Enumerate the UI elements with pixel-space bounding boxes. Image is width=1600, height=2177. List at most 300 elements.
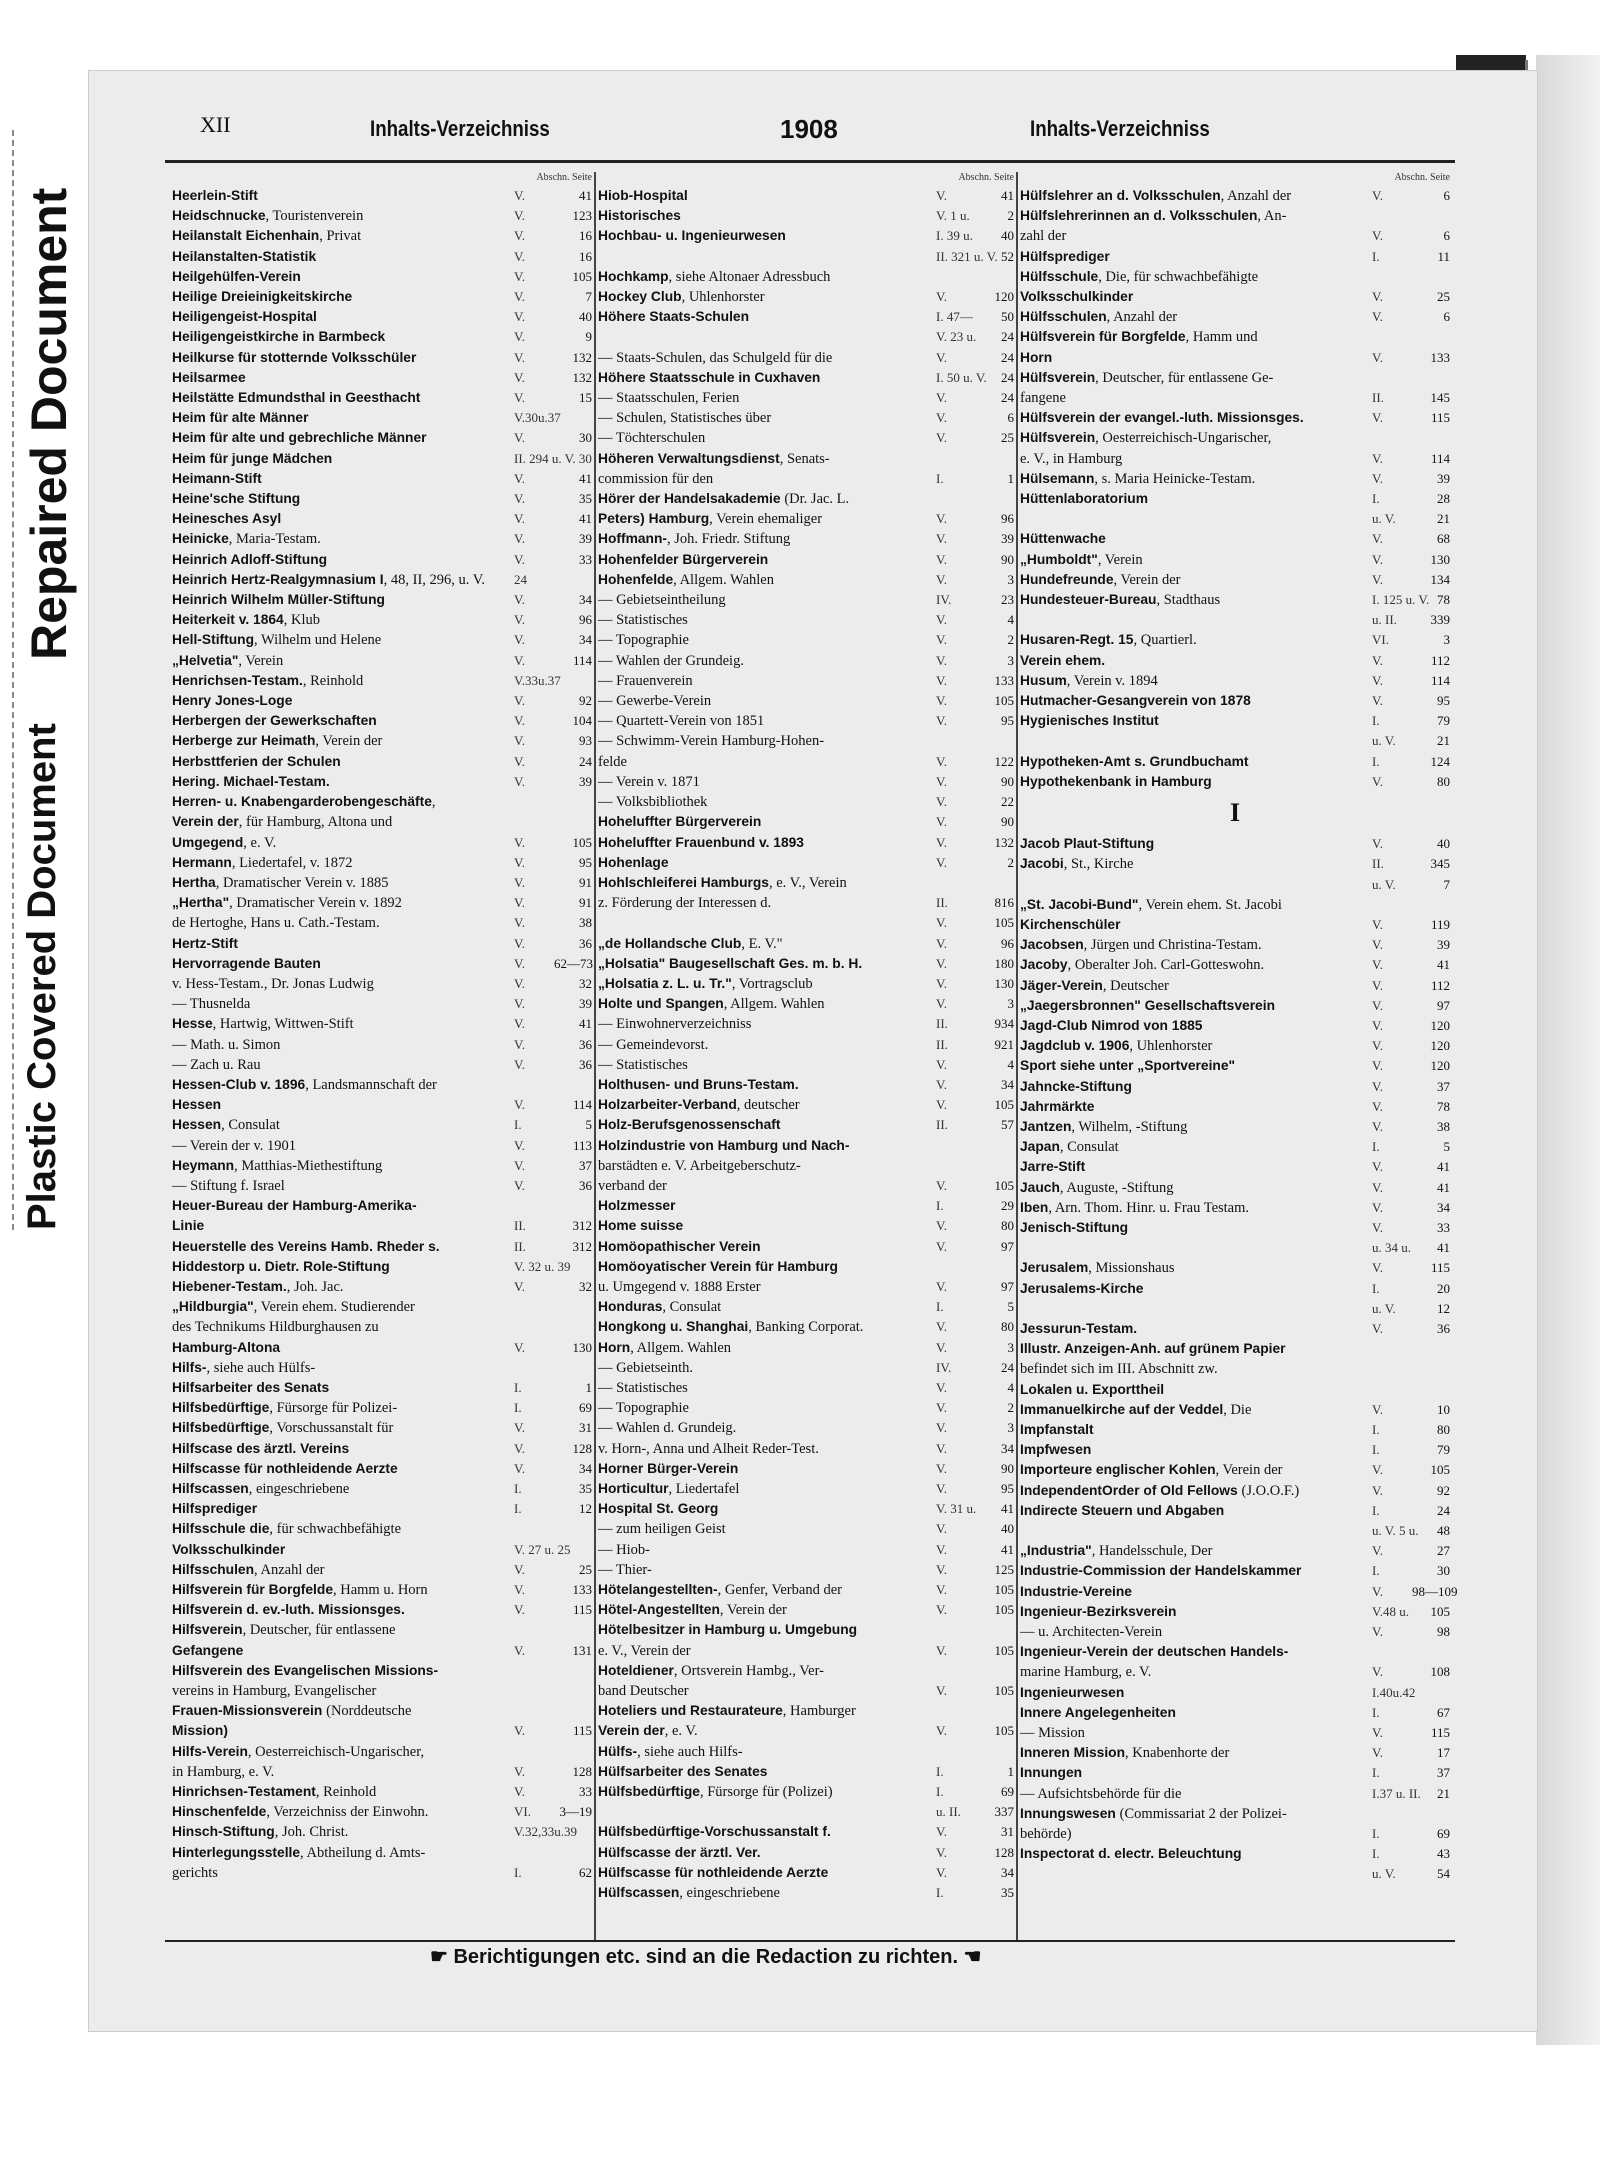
entry-section: V. bbox=[936, 996, 947, 1012]
entry-section: u. V. bbox=[1372, 733, 1396, 749]
index-entry bbox=[598, 1721, 1014, 1741]
entry-page: 24 bbox=[1001, 390, 1014, 406]
index-entry bbox=[598, 1196, 1014, 1216]
index-entry bbox=[1020, 408, 1450, 428]
entry-text: Heiligengeist-Hospital bbox=[172, 309, 317, 325]
entry-section: I. bbox=[1372, 1826, 1380, 1842]
entry-text: behörde) bbox=[1020, 1826, 1072, 1843]
entry-section: I. bbox=[514, 1864, 522, 1880]
entry-text: Holzindustrie von Hamburg und Nach- bbox=[598, 1137, 850, 1153]
entry-section: V. bbox=[514, 491, 525, 507]
entry-text: Inneren Mission, Knabenhorte der bbox=[1020, 1745, 1230, 1762]
entry-text: Hülfs-, siehe auch Hilfs- bbox=[598, 1743, 743, 1760]
entry-text: Hülfsverein, Deutscher, für entlassene Ge- bbox=[1020, 369, 1274, 386]
entry-page: 80 bbox=[1437, 1421, 1450, 1437]
index-entry bbox=[1020, 550, 1450, 570]
entry-text: — Einwohnerverzeichniss bbox=[598, 1016, 752, 1033]
footer-note: ☛ Berichtigungen etc. sind an die Redaction zu richten. ☚ bbox=[430, 1946, 982, 1968]
entry-text: — Zach u. Rau bbox=[172, 1056, 261, 1073]
entry-page: 21 bbox=[1437, 511, 1450, 527]
entry-text: Hinschenfelde, Verzeichniss der Einwohn. bbox=[172, 1804, 429, 1821]
index-entry bbox=[172, 1843, 592, 1863]
entry-page: 97 bbox=[1001, 1278, 1014, 1294]
index-entry bbox=[172, 327, 592, 347]
index-entry bbox=[172, 1600, 592, 1620]
entry-page: 97 bbox=[1437, 997, 1450, 1013]
entry-page: 24 bbox=[1001, 329, 1014, 345]
entry-section: V. bbox=[514, 228, 525, 244]
entry-text: v. Horn-, Anna und Alheit Reder-Test. bbox=[598, 1440, 819, 1457]
entry-page: 5 bbox=[585, 1117, 592, 1133]
entry-section: I. bbox=[1372, 1704, 1380, 1720]
entry-page: 69 bbox=[1437, 1826, 1450, 1842]
entry-text: Heymann, Matthias-Miethestiftung bbox=[172, 1157, 383, 1174]
entry-page: 105 bbox=[572, 834, 592, 850]
entry-section: V. 27 u. 25 bbox=[514, 1541, 571, 1557]
entry-text: de Hertoghe, Hans u. Cath.-Testam. bbox=[172, 915, 380, 932]
entry-section: I. bbox=[936, 1198, 944, 1214]
entry-text: Hülfscasse der ärztl. Ver. bbox=[598, 1844, 761, 1860]
entry-page: 131 bbox=[572, 1642, 592, 1658]
entry-section: V. bbox=[514, 248, 525, 264]
entry-text: „St. Jacobi-Bund", Verein ehem. St. Jacobi bbox=[1020, 896, 1282, 913]
entry-page: 96 bbox=[1001, 935, 1014, 951]
entry-section: V. bbox=[1372, 693, 1383, 709]
entry-text: Heinesches Asyl bbox=[172, 511, 282, 527]
entry-page: 33 bbox=[579, 1784, 592, 1800]
index-entry bbox=[1020, 1784, 1450, 1804]
entry-page: 90 bbox=[1001, 551, 1014, 567]
entry-section: 24 bbox=[514, 571, 527, 587]
index-entry bbox=[172, 1075, 592, 1095]
entry-section: V. bbox=[936, 1481, 947, 1496]
index-entry bbox=[1020, 1460, 1450, 1480]
index-entry bbox=[172, 1418, 592, 1438]
entry-text: Heilgehülfen-Verein bbox=[172, 268, 301, 284]
entry-section: V. bbox=[936, 430, 947, 446]
entry-page: 38 bbox=[1437, 1118, 1450, 1134]
index-entry bbox=[598, 1701, 1014, 1721]
entry-page: 921 bbox=[994, 1036, 1014, 1052]
entry-text: Innungswesen (Commissariat 2 der Polizei- bbox=[1020, 1805, 1287, 1822]
index-entry bbox=[1020, 651, 1450, 671]
index-entry bbox=[1020, 1359, 1450, 1379]
entry-section: V. bbox=[1372, 1098, 1383, 1114]
entry-page: 23 bbox=[1001, 592, 1014, 608]
entry-section: I. bbox=[936, 1885, 944, 1901]
entry-section: I. bbox=[1372, 1280, 1380, 1296]
entry-text: — Hiob- bbox=[598, 1541, 650, 1558]
entry-text: Jahrmärkte bbox=[1020, 1098, 1095, 1114]
index-entry bbox=[1020, 226, 1450, 246]
entry-page: 345 bbox=[1430, 856, 1450, 872]
index-entry bbox=[1020, 186, 1450, 206]
entry-text: Hoteldiener, Ortsverein Hambg., Ver- bbox=[598, 1662, 824, 1679]
entry-page: 33 bbox=[579, 551, 592, 567]
entry-page: 32 bbox=[579, 1278, 592, 1294]
entry-section: V. bbox=[1372, 997, 1383, 1013]
index-entry bbox=[1020, 1864, 1450, 1884]
entry-section: V. bbox=[936, 814, 947, 830]
index-entry bbox=[1020, 1178, 1450, 1198]
entry-page: 78 bbox=[1437, 592, 1450, 608]
entry-section: u. II. bbox=[1372, 612, 1397, 628]
section-letter: I bbox=[1229, 798, 1241, 828]
entry-text: — Verein v. 1871 bbox=[598, 773, 700, 790]
entry-text: Jahncke-Stiftung bbox=[1020, 1078, 1132, 1094]
entry-page: 16 bbox=[579, 228, 592, 244]
index-entry bbox=[172, 691, 592, 711]
index-entry bbox=[598, 1398, 1014, 1418]
entry-section: V. bbox=[514, 693, 525, 709]
entry-section: V. bbox=[936, 1460, 947, 1476]
index-entry bbox=[1020, 1662, 1450, 1682]
entry-page: 97 bbox=[1001, 1238, 1014, 1254]
index-entry bbox=[598, 853, 1014, 873]
entry-page: 105 bbox=[572, 268, 592, 284]
index-entry bbox=[1020, 287, 1450, 307]
index-entry bbox=[1020, 1218, 1450, 1238]
entry-text: Heinrich Hertz-Realgymnasium I, 48, II, 296, u. V. bbox=[172, 571, 485, 588]
entry-section: V. 23 u. bbox=[936, 329, 977, 345]
entry-section: V. bbox=[936, 693, 947, 709]
entry-section: V. bbox=[1372, 1159, 1383, 1175]
entry-section: V. bbox=[936, 1642, 947, 1658]
entry-page: 54 bbox=[1437, 1866, 1450, 1882]
entry-text: Heilsarmee bbox=[172, 369, 246, 385]
entry-page: 114 bbox=[1430, 672, 1450, 688]
entry-page: 31 bbox=[579, 1420, 592, 1436]
index-entry bbox=[1020, 1299, 1450, 1319]
index-entry bbox=[598, 610, 1014, 630]
index-entry bbox=[598, 469, 1014, 489]
entry-section: V. bbox=[1372, 916, 1383, 932]
entry-section: V. bbox=[1372, 410, 1383, 426]
entry-section: V. bbox=[1372, 1482, 1383, 1498]
entry-page: 115 bbox=[572, 1602, 592, 1618]
entry-text: — zum heiligen Geist bbox=[598, 1521, 726, 1538]
entry-section: V. bbox=[514, 1339, 525, 1355]
entry-text: Hessen-Club v. 1896, Landsmannschaft der bbox=[172, 1076, 437, 1093]
index-entry bbox=[1020, 1279, 1450, 1299]
entry-text: — Thusnelda bbox=[172, 996, 251, 1013]
index-entry bbox=[172, 671, 592, 691]
entry-page: 95 bbox=[1001, 1481, 1014, 1496]
entry-text: Hilfsprediger bbox=[172, 1501, 258, 1517]
page-header bbox=[200, 112, 1440, 152]
entry-section: I. 50 u. V. bbox=[936, 369, 987, 385]
entry-text: Heidschnucke, Touristenverein bbox=[172, 208, 364, 225]
entry-text: — Thier- bbox=[598, 1561, 652, 1578]
entry-text: Herbergen der Gewerkschaften bbox=[172, 713, 377, 729]
column-header: Abschn. Seite bbox=[958, 172, 1014, 183]
entry-text: Holz-Berufsgenossenschaft bbox=[598, 1117, 781, 1133]
index-entry bbox=[1020, 1036, 1450, 1056]
entry-section: V. bbox=[1372, 1745, 1383, 1761]
index-entry bbox=[598, 1540, 1014, 1560]
entry-text: Illustr. Anzeigen-Anh. auf grünem Papier bbox=[1020, 1341, 1286, 1357]
entry-text: zahl der bbox=[1020, 228, 1067, 245]
entry-section: V. bbox=[936, 854, 947, 870]
entry-section: V. bbox=[514, 592, 525, 608]
entry-section: V. bbox=[936, 349, 947, 365]
entry-section: V. bbox=[936, 632, 947, 648]
index-entry bbox=[172, 1641, 592, 1661]
index-entry bbox=[172, 994, 592, 1014]
entry-page: 17 bbox=[1437, 1745, 1450, 1761]
entry-text: Heilanstalten-Statistik bbox=[172, 248, 317, 264]
entry-text: Holzarbeiter-Verband, deutscher bbox=[598, 1097, 800, 1114]
entry-page: 24 bbox=[579, 753, 592, 769]
entry-text: — Gemeindevorst. bbox=[598, 1036, 709, 1053]
entry-section: V. bbox=[514, 329, 525, 345]
entry-text: Hilfsschulen, Anzahl der bbox=[172, 1561, 325, 1578]
entry-section: V. bbox=[514, 1602, 525, 1618]
entry-section: I. bbox=[1372, 713, 1380, 729]
index-entry bbox=[172, 1802, 592, 1822]
entry-text: Herberge zur Heimath, Verein der bbox=[172, 733, 383, 750]
index-entry bbox=[172, 1378, 592, 1398]
entry-section: II. bbox=[514, 1218, 526, 1234]
entry-text: Holte und Spangen, Allgem. Wahlen bbox=[598, 996, 825, 1013]
entry-page: 132 bbox=[572, 349, 592, 365]
entry-section: V. bbox=[514, 1420, 525, 1436]
index-entry bbox=[172, 1742, 592, 1762]
entry-page: 112 bbox=[1430, 977, 1450, 993]
entry-text: Heine'sche Stiftung bbox=[172, 491, 301, 507]
entry-section: V. bbox=[1372, 1664, 1383, 1680]
entry-section: V. bbox=[1372, 1058, 1383, 1074]
entry-text: Honduras, Consulat bbox=[598, 1299, 722, 1316]
index-entry bbox=[1020, 1198, 1450, 1218]
entry-page: 2 bbox=[1007, 208, 1014, 224]
page-number: XII bbox=[200, 112, 231, 137]
entry-section: V. bbox=[514, 713, 525, 729]
entry-page: 1 bbox=[1007, 470, 1014, 486]
entry-text: Hülfsverein, Oesterreichisch-Ungarischer, bbox=[1020, 430, 1272, 447]
entry-section: V. bbox=[1372, 188, 1383, 203]
entry-section: V. bbox=[936, 1379, 947, 1395]
entry-section: I. bbox=[514, 1501, 522, 1517]
entry-text: Hülfsprediger bbox=[1020, 248, 1110, 264]
entry-text: — Gewerbe-Verein bbox=[598, 693, 712, 710]
entry-text: befindet sich im III. Abschnitt zw. bbox=[1020, 1361, 1218, 1378]
entry-text: Japan, Consulat bbox=[1020, 1139, 1119, 1156]
entry-page: 132 bbox=[572, 369, 592, 385]
entry-page: 40 bbox=[1001, 228, 1014, 244]
index-entry bbox=[172, 388, 592, 408]
entry-text: Hertha, Dramatischer Verein v. 1885 bbox=[172, 874, 389, 891]
entry-section: V. bbox=[1372, 1017, 1383, 1033]
index-entry bbox=[172, 348, 592, 368]
entry-section: V. bbox=[1372, 836, 1383, 852]
entry-page: 36 bbox=[1437, 1320, 1450, 1336]
entry-text: Hutmacher-Gesangverein von 1878 bbox=[1020, 693, 1251, 709]
index-entry bbox=[172, 570, 592, 590]
entry-text: Heerlein-Stift bbox=[172, 188, 258, 203]
index-entry bbox=[598, 671, 1014, 691]
entry-section: V. bbox=[514, 874, 525, 890]
entry-page: 4 bbox=[1007, 1056, 1014, 1072]
entry-text: Impfanstalt bbox=[1020, 1421, 1094, 1437]
index-entry bbox=[172, 1136, 592, 1156]
entry-text: Hülfscassen, eingeschriebene bbox=[598, 1885, 780, 1902]
entry-page: 115 bbox=[572, 1723, 592, 1739]
entry-page: 115 bbox=[1430, 1260, 1450, 1276]
index-entry bbox=[172, 1257, 592, 1277]
index-entry bbox=[598, 1075, 1014, 1095]
entry-page: 52 bbox=[1001, 248, 1014, 264]
entry-section: V. bbox=[514, 935, 525, 951]
entry-page: 1 bbox=[585, 1379, 592, 1395]
entry-page: 35 bbox=[579, 491, 592, 507]
index-column-2 bbox=[598, 172, 1014, 1942]
entry-section: V. bbox=[514, 1784, 525, 1800]
entry-page: 27 bbox=[1437, 1543, 1450, 1559]
entry-section: V. bbox=[936, 1076, 947, 1092]
entry-section: II. bbox=[1372, 856, 1384, 872]
entry-section: V.48 u. bbox=[1372, 1603, 1409, 1619]
entry-text: „Hildburgia", Verein ehem. Studierender bbox=[172, 1299, 415, 1316]
entry-text: Impfwesen bbox=[1020, 1442, 1092, 1458]
index-entry bbox=[1020, 976, 1450, 996]
entry-page: 57 bbox=[1001, 1117, 1014, 1133]
entry-section: V. bbox=[936, 794, 947, 810]
entry-section: V. bbox=[936, 188, 947, 203]
entry-section: V. bbox=[1372, 228, 1383, 244]
index-entry bbox=[1020, 509, 1450, 529]
entry-section: VI. bbox=[514, 1804, 531, 1820]
entry-page: 25 bbox=[1001, 430, 1014, 446]
index-entry bbox=[598, 1418, 1014, 1438]
entry-section: V. bbox=[936, 1097, 947, 1113]
entry-text: Hochbau- u. Ingenieurwesen bbox=[598, 228, 786, 244]
entry-text: des Technikums Hildburghausen zu bbox=[172, 1319, 379, 1336]
entry-page: 35 bbox=[579, 1481, 592, 1496]
entry-text: Jarre-Stift bbox=[1020, 1159, 1086, 1175]
entry-section: V. bbox=[1372, 1401, 1383, 1417]
index-entry bbox=[1020, 1703, 1450, 1723]
entry-text: Hermann, Liedertafel, v. 1872 bbox=[172, 854, 353, 871]
entry-section: V. bbox=[936, 1440, 947, 1456]
index-entry bbox=[598, 368, 1014, 388]
entry-text: Iben, Arn. Thom. Hinr. u. Frau Testam. bbox=[1020, 1199, 1250, 1216]
entry-section: I. bbox=[1372, 1139, 1380, 1155]
entry-text: commission für den bbox=[598, 470, 714, 487]
entry-text: — Topographie bbox=[598, 1400, 689, 1417]
entry-page: 4 bbox=[1007, 612, 1014, 628]
entry-page: 41 bbox=[1437, 1240, 1450, 1256]
entry-text: Hering. Michael-Testam. bbox=[172, 773, 330, 789]
entry-page: 91 bbox=[579, 895, 592, 911]
entry-page: 68 bbox=[1437, 531, 1450, 547]
entry-page: 3—19 bbox=[559, 1804, 592, 1820]
entry-page: 6 bbox=[1443, 188, 1450, 203]
repaired-document-label: Repaired Document bbox=[21, 187, 77, 660]
entry-page: 3 bbox=[1007, 1339, 1014, 1355]
entry-text: Jacoby, Oberalter Joh. Carl-Gotteswohn. bbox=[1020, 957, 1265, 974]
entry-page: 41 bbox=[1437, 957, 1450, 973]
index-entry bbox=[598, 913, 1014, 933]
entry-page: 105 bbox=[1430, 1603, 1450, 1619]
entry-section: V. bbox=[936, 551, 947, 567]
entry-section: V. bbox=[514, 1056, 525, 1072]
entry-page: 24 bbox=[1001, 1359, 1014, 1375]
entry-text: Hüttenlaboratorium bbox=[1020, 491, 1149, 507]
cut-line bbox=[12, 130, 14, 1230]
entry-page: 105 bbox=[994, 693, 1014, 709]
entry-text: Hüttenwache bbox=[1020, 531, 1106, 547]
index-entry bbox=[598, 1499, 1014, 1519]
index-entry bbox=[598, 1378, 1014, 1398]
entry-text: Jenisch-Stiftung bbox=[1020, 1219, 1129, 1235]
entry-section: II. bbox=[936, 1016, 948, 1032]
entry-page: 20 bbox=[1437, 1280, 1450, 1296]
entry-page: 40 bbox=[1437, 836, 1450, 852]
entry-page: 4 bbox=[1007, 1379, 1014, 1395]
entry-section: V. bbox=[514, 612, 525, 628]
entry-section: V. bbox=[514, 975, 525, 991]
entry-page: 96 bbox=[579, 612, 592, 628]
entry-text: Hiebener-Testam., Joh. Jac. bbox=[172, 1278, 344, 1295]
index-entry bbox=[172, 368, 592, 388]
entry-text: Heim für alte und gebrechliche Männer bbox=[172, 430, 427, 446]
entry-section: II. bbox=[936, 1117, 948, 1133]
index-entry bbox=[1020, 489, 1450, 509]
index-entry bbox=[172, 307, 592, 327]
index-entry bbox=[598, 428, 1014, 448]
entry-text: Henrichsen-Testam., Reinhold bbox=[172, 672, 364, 689]
entry-text: Hötelangestellten-, Genfer, Verband der bbox=[598, 1582, 842, 1599]
entry-section: V. bbox=[936, 773, 947, 789]
entry-page: 39 bbox=[1437, 937, 1450, 953]
entry-page: 30 bbox=[579, 430, 592, 446]
entry-page: 11 bbox=[1437, 248, 1450, 264]
entry-text: Industrie-Commission der Handelskammer bbox=[1020, 1563, 1302, 1579]
index-entry bbox=[1020, 1077, 1450, 1097]
entry-page: 105 bbox=[994, 1723, 1014, 1739]
entry-page: 95 bbox=[1001, 713, 1014, 729]
entry-text: Peters) Hamburg, Verein ehemaliger bbox=[598, 511, 823, 528]
entry-text: Ingenieur-Bezirksverein bbox=[1020, 1603, 1177, 1619]
entry-text: Horn, Allgem. Wahlen bbox=[598, 1339, 732, 1356]
entry-page: 62 bbox=[579, 1864, 592, 1880]
index-entry bbox=[598, 529, 1014, 549]
entry-text: — Schulen, Statistisches über bbox=[598, 410, 772, 427]
entry-page: 43 bbox=[1437, 1846, 1450, 1862]
entry-section: V. bbox=[1372, 672, 1383, 688]
entry-page: 31 bbox=[1001, 1824, 1014, 1840]
index-entry bbox=[598, 287, 1014, 307]
entry-section: II. 321 u. V. bbox=[936, 248, 998, 264]
entry-section: V. bbox=[514, 369, 525, 385]
entry-section: I. bbox=[1372, 1502, 1380, 1518]
index-entry bbox=[598, 1257, 1014, 1277]
index-entry bbox=[1020, 469, 1450, 489]
entry-page: 22 bbox=[1001, 794, 1014, 810]
index-entry bbox=[172, 1297, 592, 1317]
index-entry bbox=[598, 752, 1014, 772]
index-entry bbox=[1020, 348, 1450, 368]
index-entry bbox=[172, 812, 592, 832]
index-entry bbox=[1020, 1440, 1450, 1460]
index-entry bbox=[172, 711, 592, 731]
index-entry bbox=[172, 893, 592, 913]
index-entry bbox=[598, 1136, 1014, 1156]
footer-rule bbox=[165, 1940, 1455, 1942]
entry-text: — Statistisches bbox=[598, 612, 688, 629]
entry-page: 37 bbox=[1437, 1765, 1450, 1781]
